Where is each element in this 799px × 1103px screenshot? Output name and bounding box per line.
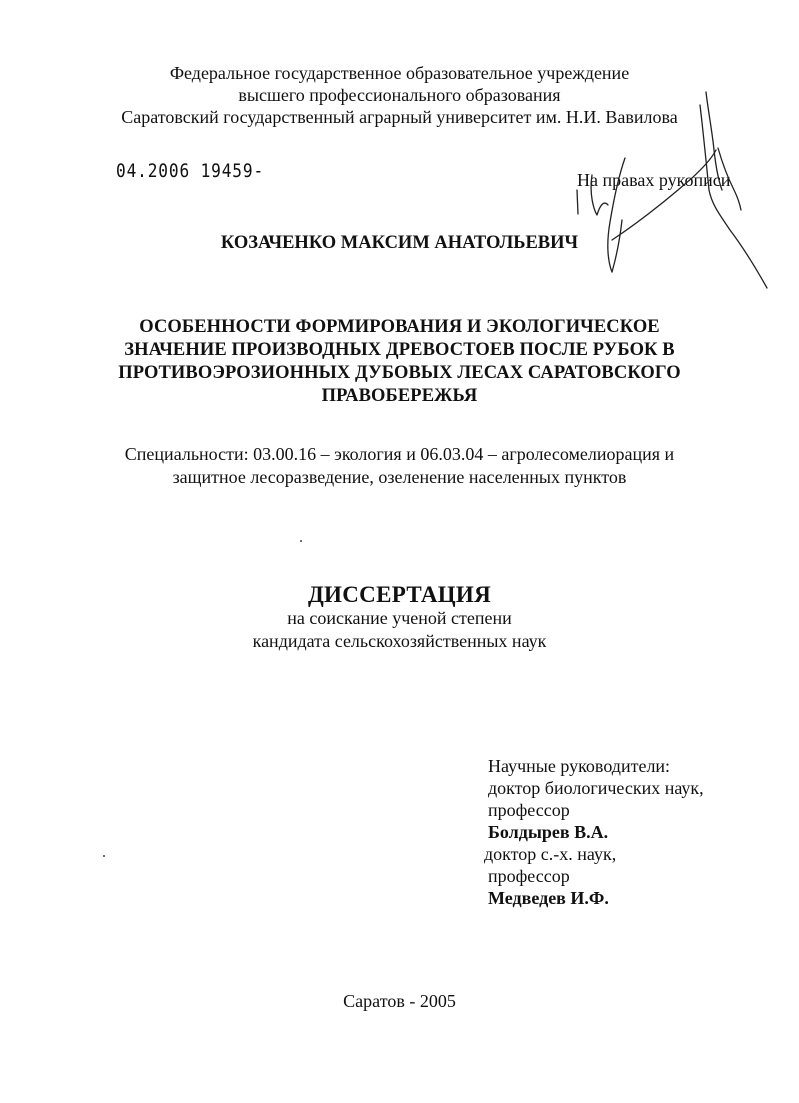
supervisor-2-name: Медведев И.Ф.	[488, 888, 609, 908]
degree-line-2: кандидата сельскохозяйственных наук	[252, 631, 547, 651]
city-year: Саратов - 2005	[343, 991, 456, 1011]
institution-line-2: высшего профессионального образования	[238, 85, 561, 105]
scan-speck	[300, 540, 302, 542]
manuscript-rights: На правах рукописи	[577, 170, 731, 190]
supervisor-2-title: профессор	[488, 866, 570, 886]
institution-line-1: Федеральное государственное образовательное учреждение	[169, 63, 630, 83]
specialty-line-2: защитное лесоразведение, озеленение населенных пунктов	[172, 467, 627, 487]
title-line: ПРАВОБЕРЕЖЬЯ	[321, 386, 478, 406]
supervisor-2-degree: доктор с.-х. наук,	[484, 844, 617, 864]
supervisor-1-name: Болдырев В.А.	[488, 822, 609, 842]
author-name: КОЗАЧЕНКО МАКСИМ АНАТОЛЬЕВИЧ	[220, 233, 579, 253]
supervisors-label: Научные руководители:	[488, 756, 671, 776]
dissertation-heading: ДИССЕРТАЦИЯ	[307, 582, 492, 607]
degree-line-1: на соискание ученой степени	[287, 608, 512, 628]
registration-stamp-number: 04.2006 19459-	[116, 160, 265, 182]
title-line: ОСОБЕННОСТИ ФОРМИРОВАНИЯ И ЭКОЛОГИЧЕСКОЕ	[139, 317, 660, 337]
scan-speck	[103, 855, 105, 857]
title-line: ПРОТИВОЭРОЗИОННЫХ ДУБОВЫХ ЛЕСАХ САРАТОВСКОГО	[118, 363, 681, 383]
specialty-line-1: Специальности: 03.00.16 – экология и 06.03.04 – агролесомелиорация и	[124, 444, 675, 464]
supervisor-1-degree: доктор биологических наук,	[488, 778, 704, 798]
title-line: ЗНАЧЕНИЕ ПРОИЗВОДНЫХ ДРЕВОСТОЕВ ПОСЛЕ РУБОК В	[124, 340, 675, 360]
institution-line-3: Саратовский государственный аграрный университет им. Н.И. Вавилова	[121, 107, 678, 127]
supervisor-1-title: профессор	[488, 800, 570, 820]
